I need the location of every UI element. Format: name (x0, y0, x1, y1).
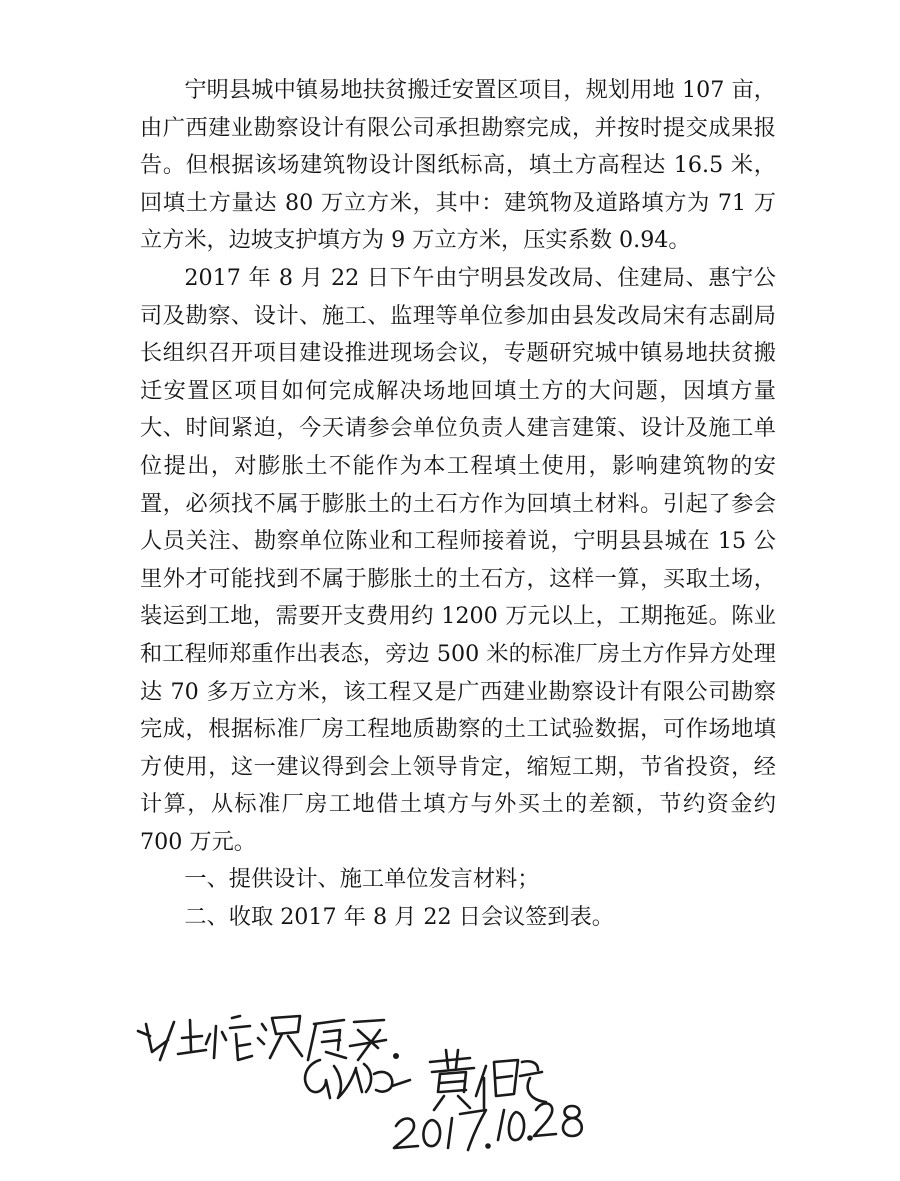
document-body (140, 72, 776, 937)
signature-1 (305, 1060, 410, 1098)
paragraph-meeting-account: 2017 年 8 月 22 日下午由宁明县发改局、住建局、惠宁公司及勘察、设计、施工、监理等单位参加由县发改局宋有志副局长组织召开项目建设推进现场会议，专题研究城中镇易地扶贫搬迁安置区项目如何完成解决场地回填土方的大问题，因填方量大、时间紧迫，今天请参会单位负责人建言建策、设计及施工单位提出，对膨胀土不能作为本工程填土使用，影响建筑物的安置，必须找不属于膨胀土的土石方作为回填土材料。引起了参会人员关注、勘察单位陈业和工程师接着说，宁明县县城在 15 公里外才可能找到不属于膨胀土的土石方，这样一算，买取土场，装运到工地，需要开支费用约 1200 万元以上，工期拖延。陈业和工程师郑重作出表态，旁边 500 米的标准厂房土方作异方处理达 70 多万立方米，该工程又是广西建业勘察设计有限公司勘察完成，根据标准厂房工程地质勘察的土工试验数据，可作场地填方使用，这一建议得到会上领导肯定，缩短工期，节省投资，经计算，从标准厂房工地借土填方与外买土的差额，节约资金约 700 万元。 (140, 264, 776, 855)
paragraph-project-summary: 宁明县城中镇易地扶贫搬迁安置区项目，规划用地 107 亩，由广西建业勘察设计有限公司承担勘察完成，并按时提交成果报告。但根据该场建筑物设计图纸标高，填土方高程达 16.5 米，回填土方量达 80 万立方米，其中：建筑物及道路填方为 71 万立方米，边坡支护填方为 9 万立方米，压实系数 0.94。 (140, 77, 776, 254)
handwritten-date (394, 1103, 582, 1150)
paragraph-attachment-2: 二、收取 2017 年 8 月 22 日会议签到表。 (184, 904, 614, 931)
paragraph-attachment-1: 一、提供设计、施工单位发言材料； (184, 866, 540, 893)
handwritten-note (138, 1016, 399, 1060)
signature-2 (430, 1050, 546, 1110)
